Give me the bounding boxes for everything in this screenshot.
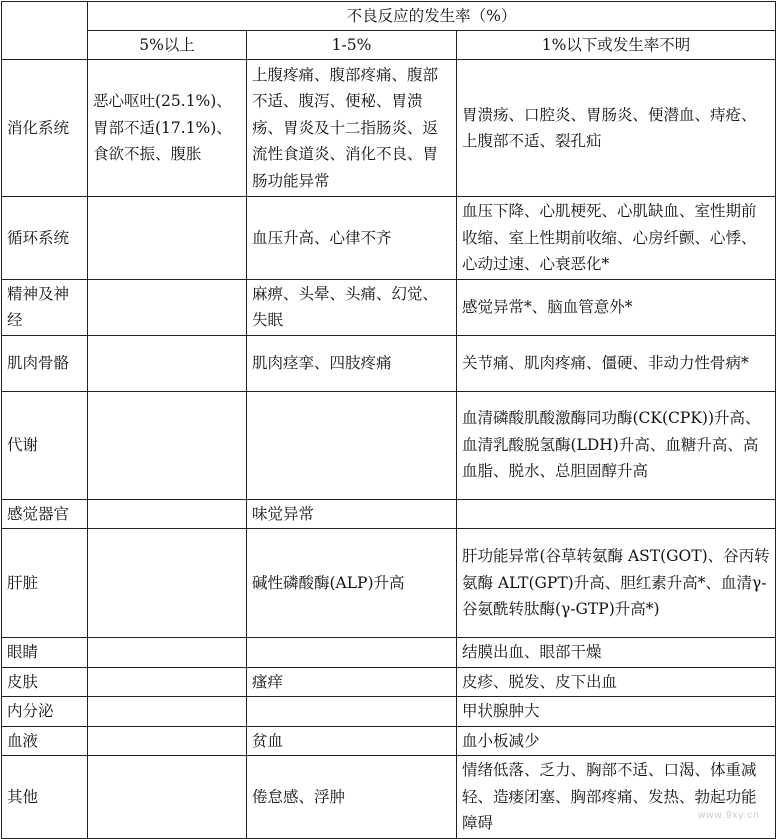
rate-1-to-5-cell: 麻痹、头晕、头痛、幻觉、失眠 <box>247 279 457 335</box>
table-row <box>2 60 776 197</box>
table-row <box>2 197 776 280</box>
header-group-title: 不良反应的发生率（%） <box>88 2 776 31</box>
table-row <box>2 499 776 529</box>
rate-under-1-cell: 胃溃疡、口腔炎、胃肠炎、便潜血、痔疮、上腹部不适、裂孔疝 <box>457 60 776 197</box>
header-empty-cell <box>2 2 88 60</box>
rate-over-5-cell <box>88 529 247 638</box>
table-row <box>2 638 776 668</box>
rate-under-1-cell: 关节痛、肌肉疼痛、僵硬、非动力性骨病* <box>457 335 776 391</box>
category-cell: 肝脏 <box>2 529 88 638</box>
rate-under-1-cell: 甲状腺肿大 <box>457 697 776 727</box>
category-cell: 精神及神经 <box>2 279 88 335</box>
rate-1-to-5-cell: 瘙痒 <box>247 667 457 697</box>
rate-1-to-5-cell: 倦怠感、浮肿 <box>247 756 457 839</box>
rate-under-1-cell: 感觉异常*、脑血管意外* <box>457 279 776 335</box>
rate-1-to-5-cell: 贫血 <box>247 726 457 756</box>
rate-1-to-5-cell: 碱性磷酸酶(ALP)升高 <box>247 529 457 638</box>
category-cell: 感觉器官 <box>2 499 88 529</box>
category-cell: 眼睛 <box>2 638 88 668</box>
category-cell: 内分泌 <box>2 697 88 727</box>
rate-under-1-cell: 结膜出血、眼部干燥 <box>457 638 776 668</box>
rate-over-5-cell <box>88 667 247 697</box>
rate-over-5-cell <box>88 499 247 529</box>
rate-under-1-cell: 皮疹、脱发、皮下出血 <box>457 667 776 697</box>
category-cell: 皮肤 <box>2 667 88 697</box>
category-cell: 肌肉骨骼 <box>2 335 88 391</box>
category-cell: 消化系统 <box>2 60 88 197</box>
table-row <box>2 335 776 391</box>
rate-1-to-5-cell <box>247 638 457 668</box>
table-row <box>2 667 776 697</box>
table-row <box>2 279 776 335</box>
category-cell: 循环系统 <box>2 197 88 280</box>
header-row-columns <box>2 31 776 60</box>
table-row <box>2 529 776 638</box>
rate-over-5-cell <box>88 638 247 668</box>
category-cell: 其他 <box>2 756 88 839</box>
rate-over-5-cell <box>88 391 247 499</box>
rate-over-5-cell <box>88 279 247 335</box>
rate-over-5-cell: 恶心呕吐(25.1%)、胃部不适(17.1%)、食欲不振、腹胀 <box>88 60 247 197</box>
watermark: www.9xy.cn <box>697 810 760 821</box>
header-col-under-1: 1%以下或发生率不明 <box>457 31 776 60</box>
rate-1-to-5-cell: 上腹疼痛、腹部疼痛、腹部不适、腹泻、便秘、胃溃疡、胃炎及十二指肠炎、返流性食道炎、消化不良、胃肠功能异常 <box>247 60 457 197</box>
rate-1-to-5-cell <box>247 391 457 499</box>
table-row <box>2 726 776 756</box>
rate-over-5-cell <box>88 335 247 391</box>
adverse-reaction-table <box>1 1 776 839</box>
category-cell: 代谢 <box>2 391 88 499</box>
category-cell: 血液 <box>2 726 88 756</box>
rate-1-to-5-cell: 味觉异常 <box>247 499 457 529</box>
rate-1-to-5-cell <box>247 697 457 727</box>
rate-under-1-cell: 血压下降、心肌梗死、心肌缺血、室性期前收缩、室上性期前收缩、心房纤颤、心悸、心动过速、心衰恶化* <box>457 197 776 280</box>
rate-1-to-5-cell: 血压升高、心律不齐 <box>247 197 457 280</box>
rate-over-5-cell <box>88 726 247 756</box>
table-row <box>2 697 776 727</box>
rate-over-5-cell <box>88 756 247 839</box>
header-col-over-5: 5%以上 <box>88 31 247 60</box>
rate-under-1-cell: 情绪低落、乏力、胸部不适、口渴、体重减轻、造瘘闭塞、胸部疼痛、发热、勃起功能障碍 <box>457 756 776 839</box>
header-row-group <box>2 2 776 31</box>
rate-under-1-cell <box>457 499 776 529</box>
table-row <box>2 391 776 499</box>
rate-over-5-cell <box>88 697 247 727</box>
rate-under-1-cell: 肝功能异常(谷草转氨酶 AST(GOT)、谷丙转氨酶 ALT(GPT)升高、胆红素升高*、血清γ-谷氨酰转肽酶(γ-GTP)升高*) <box>457 529 776 638</box>
rate-under-1-cell: 血清磷酸肌酸激酶同功酶(CK(CPK))升高、血清乳酸脱氢酶(LDH)升高、血糖升高、高血脂、脱水、总胆固醇升高 <box>457 391 776 499</box>
rate-1-to-5-cell: 肌肉痉挛、四肢疼痛 <box>247 335 457 391</box>
rate-over-5-cell <box>88 197 247 280</box>
rate-under-1-cell: 血小板减少 <box>457 726 776 756</box>
header-col-1-to-5: 1-5% <box>247 31 457 60</box>
table-row <box>2 756 776 839</box>
